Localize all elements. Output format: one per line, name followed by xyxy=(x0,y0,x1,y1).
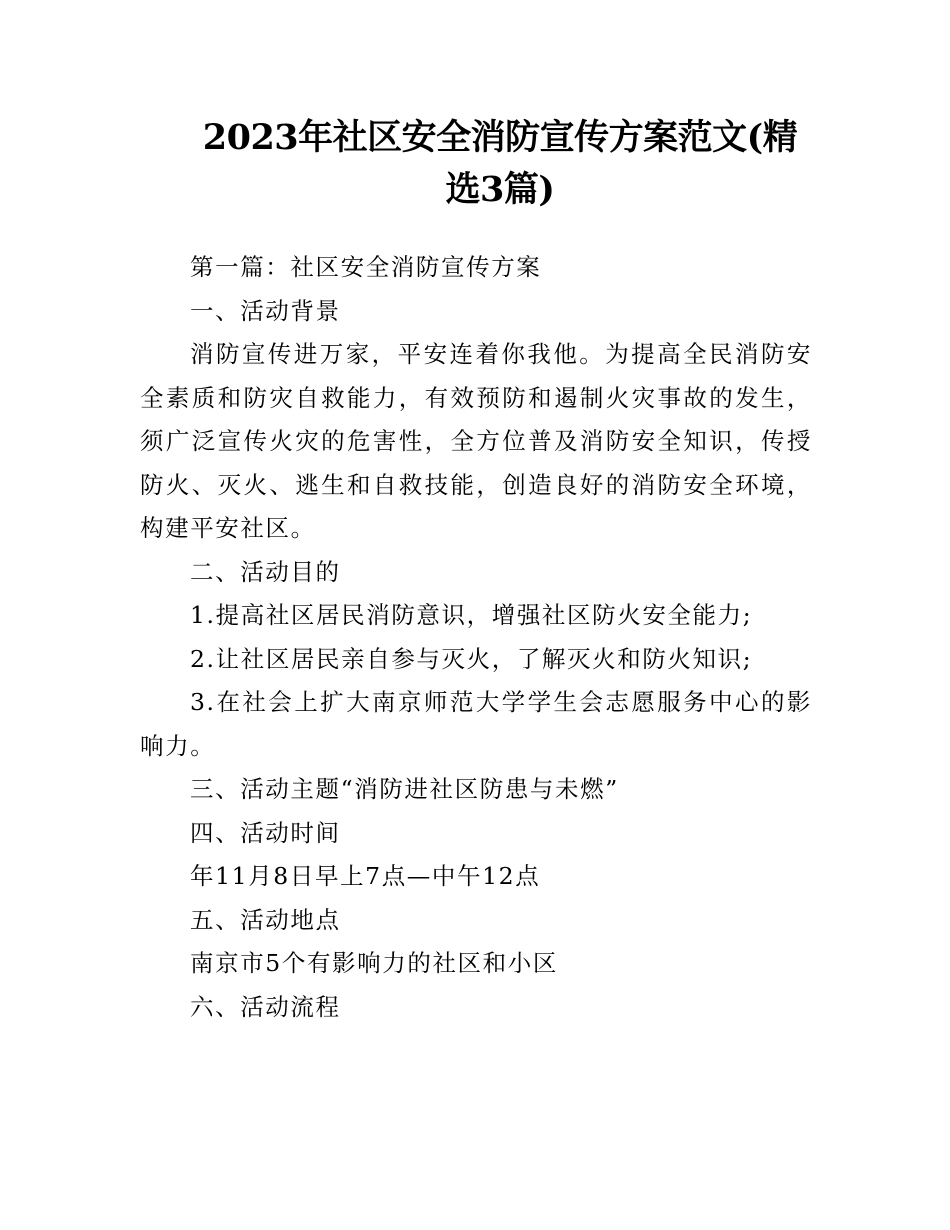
subsection-heading: 五、活动地点 xyxy=(190,905,341,934)
list-item: 1.提高社区居民消防意识，增强社区防火安全能力; xyxy=(190,601,753,629)
body-paragraph: 消防宣传进万家，平安连着你我他。为提高全民消防安全素质和防灾自救能力，有效预防和遏制火灾事故的发生，须广泛宣传火灾的危害性，全方位普及消防安全知识，传授防火、灭火、逃生和自救技能，创造良好的消防安全环境，构建平安社区。 xyxy=(140,340,812,542)
body-paragraph: 南京市5个有影响力的社区和小区 xyxy=(190,949,558,977)
subsection-heading: 三、活动主题“消防进社区防患与未燃” xyxy=(190,775,619,803)
list-item: 2.让社区居民亲自参与灭火，了解灭火和防火知识; xyxy=(190,644,753,673)
document-title: 2023年社区安全消防宣传方案范文(精选3篇) xyxy=(202,117,798,210)
section-heading: 第一篇：社区安全消防宣传方案 xyxy=(190,253,542,281)
subsection-heading: 二、活动目的 xyxy=(190,557,341,586)
list-item: 3.在社会上扩大南京师范大学学生会志愿服务中心的影响力。 xyxy=(140,688,812,760)
subsection-heading: 四、活动时间 xyxy=(190,818,341,847)
document-body xyxy=(140,246,812,1029)
subsection-heading: 一、活动背景 xyxy=(190,296,341,325)
body-paragraph: 年11月8日早上7点—中午12点 xyxy=(190,862,541,890)
subsection-heading: 六、活动流程 xyxy=(190,992,341,1021)
